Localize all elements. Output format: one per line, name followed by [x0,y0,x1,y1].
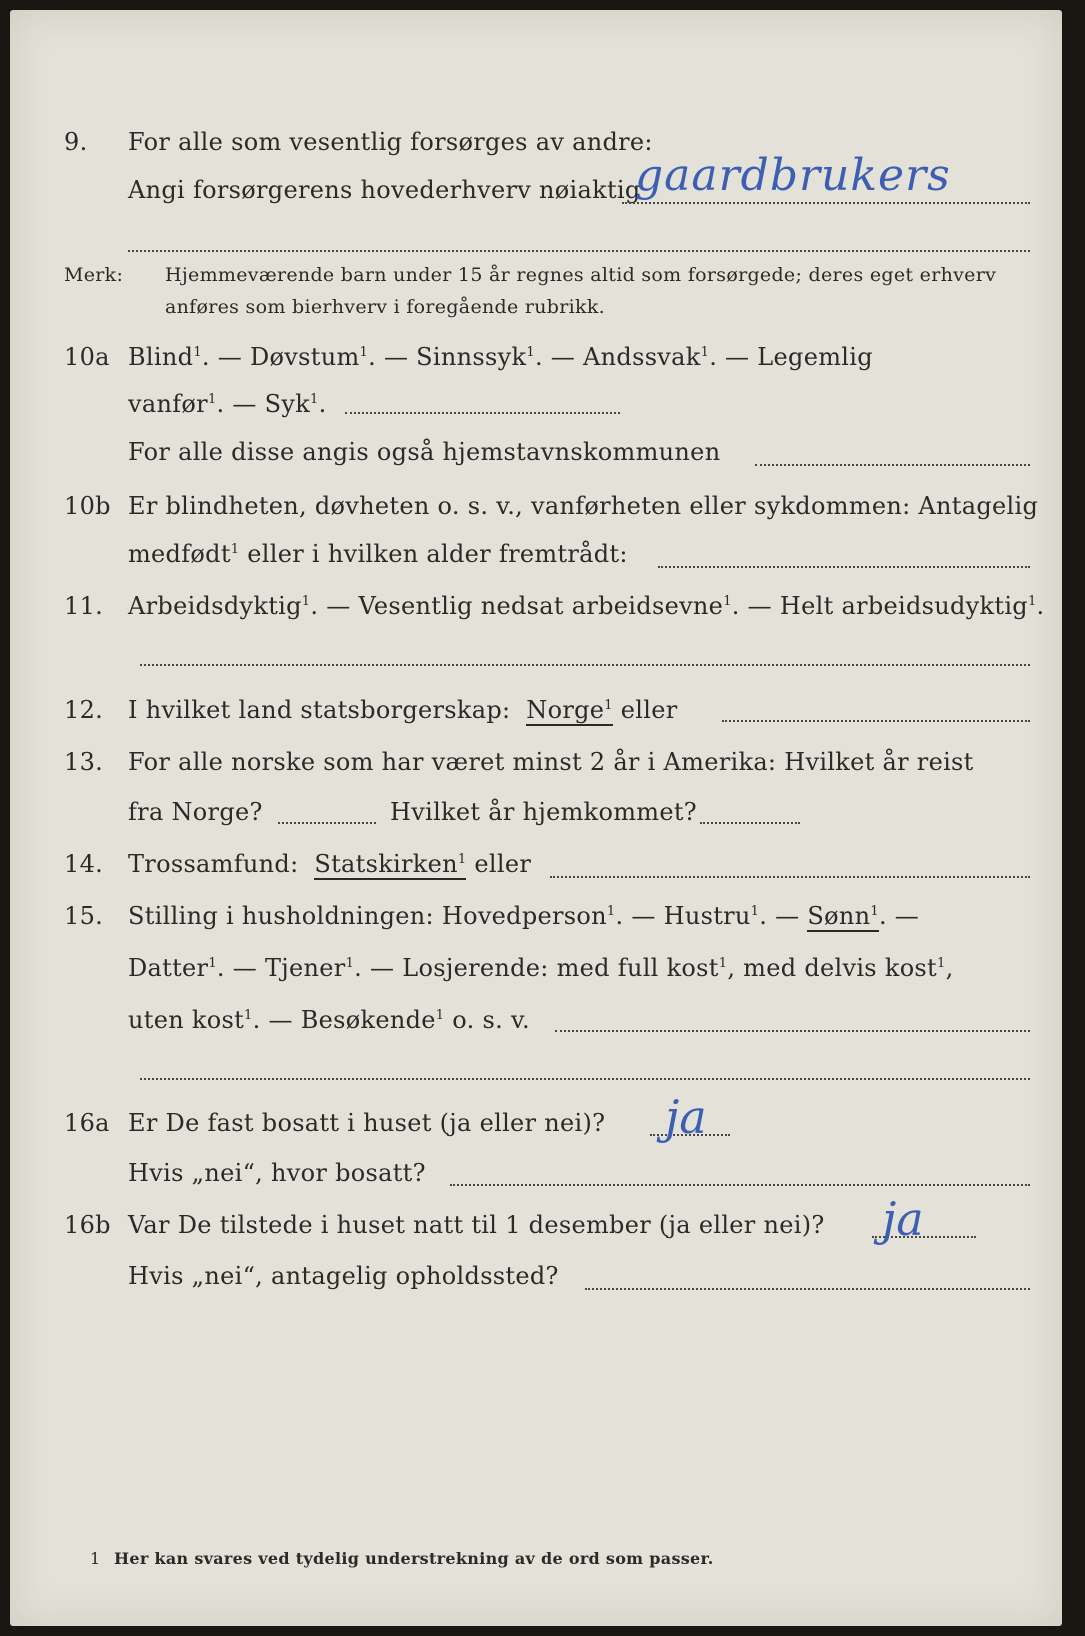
note-label: Merk: [64,264,124,286]
question-text: Hvilket år hjemkommet? [390,798,697,826]
question-text [128,850,531,878]
answer-line [140,664,1030,666]
answer-line [278,822,376,824]
question-number: 10b [64,492,111,520]
question-number: 14. [64,850,104,878]
question-text: Var De tilstede i huset natt til 1 desember (ja eller nei)? [128,1211,825,1239]
footnote-mark: 1 [90,1549,101,1568]
question-text: Angi forsørgerens hovederhverv nøiaktig [128,176,641,204]
question-text [128,902,919,930]
answer-line [658,566,1030,568]
question-text: For alle norske som har været minst 2 år i Amerika: Hvilket år reist [128,748,974,776]
question-text: uten kost$^1$. — Besøkende$^1$ o. s. v. [128,1006,530,1034]
handwritten-answer: ja [882,1192,924,1246]
answer-line [700,822,800,824]
question-number: 12. [64,696,104,724]
handwritten-answer: gaardbrukers [635,150,951,201]
question-number: 9. [64,128,88,156]
question-text: For alle disse angis også hjemstavnskommunen [128,438,721,466]
question-text: fra Norge? [128,798,263,826]
underlined-choice: Norge$^1$ [526,696,613,724]
note-text: Hjemmeværende barn under 15 år regnes altid som forsørgede; deres eget erhverv [165,264,997,286]
answer-line [585,1288,1030,1290]
question-text: Hvis „nei“, antagelig opholdssted? [128,1262,559,1290]
question-text: Hvis „nei“, hvor bosatt? [128,1159,426,1187]
census-form-page [10,10,1062,1626]
question-text-pre: Stilling i husholdningen: Hovedperson$^1$. — Hustru$^1$. — [128,902,800,930]
answer-line [622,202,1030,204]
question-number: 10a [64,343,110,371]
answer-line [755,464,1030,466]
question-text: medfødt$^1$ eller i hvilken alder fremtrådt: [128,540,628,568]
question-number: 15. [64,902,104,930]
question-text-pre: I hvilket land statsborgerskap: [128,696,511,724]
question-number: 13. [64,748,104,776]
question-text: For alle som vesentlig forsørges av andre: [128,128,653,156]
question-text-pre: Trossamfund: [128,850,299,878]
question-text-post: . — [878,902,920,930]
question-text: Datter$^1$. — Tjener$^1$. — Losjerende: med full kost$^1$, med delvis kost$^1$, [128,954,954,982]
question-text: vanfør$^1$. — Syk$^1$. [128,390,327,418]
answer-line [450,1184,1030,1186]
answer-line [555,1030,1030,1032]
question-text-post: eller [474,850,532,878]
answer-line [345,412,620,414]
question-text [128,696,678,724]
question-number: 11. [64,592,104,620]
answer-line [550,876,1030,878]
question-text: Arbeidsdyktig$^1$. — Vesentlig nedsat arbeidsevne$^1$. — Helt arbeidsudyktig$^1$. [128,592,1045,620]
handwritten-answer: ja [665,1090,707,1144]
section-divider [128,250,1030,252]
question-number: 16b [64,1211,111,1239]
question-number: 16a [64,1109,110,1137]
answer-line [140,1078,1030,1080]
underlined-choice: Sønn$^1$ [807,902,879,930]
answer-line [722,720,1030,722]
note-text: anføres som bierhverv i foregående rubrikk. [165,296,605,318]
underlined-choice: Statskirken$^1$ [314,850,467,878]
question-text-post: eller [620,696,678,724]
question-text: Er De fast bosatt i huset (ja eller nei)? [128,1109,606,1137]
footnote-text: Her kan svares ved tydelig understrekning av de ord som passer. [114,1549,714,1568]
question-text: Er blindheten, døvheten o. s. v., vanførheten eller sykdommen: Antagelig [128,492,1039,520]
question-text: Blind$^1$. — Døvstum$^1$. — Sinnssyk$^1$. — Andssvak$^1$. — Legemlig [128,343,873,371]
